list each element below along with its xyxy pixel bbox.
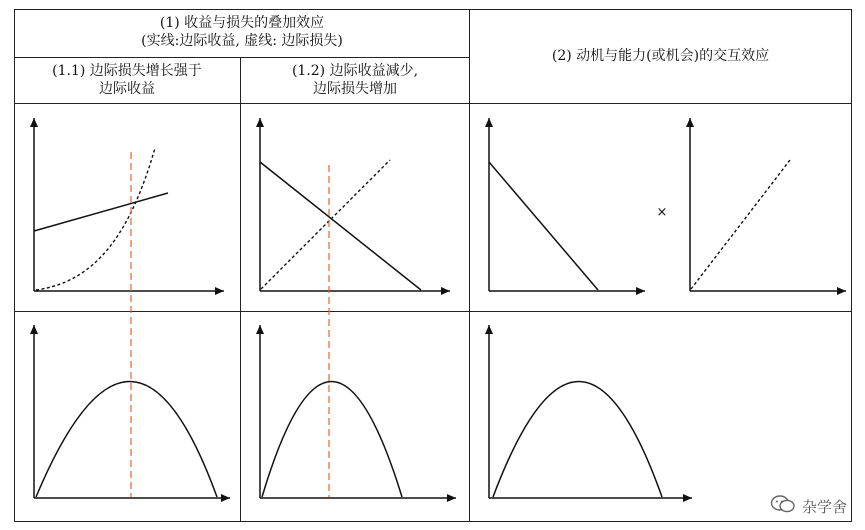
- net-effect-curve: [36, 382, 217, 498]
- panel-1-1-bottom: [34, 325, 230, 498]
- panel-2-top-left: [489, 118, 645, 291]
- ability-line: [691, 160, 790, 289]
- panel-2-top-right: [690, 118, 846, 291]
- wechat-chat-icon: [770, 494, 796, 518]
- interaction-effect-curve: [493, 382, 662, 498]
- col2-title-text: (2) 动机与能力(或机会)的交互效应: [551, 48, 770, 64]
- watermark: [770, 494, 847, 518]
- marginal-loss-curve: [36, 148, 155, 290]
- panel-1-2-top: [260, 118, 450, 291]
- sub2-title-line1: (1.2) 边际收益减少,: [291, 63, 419, 79]
- sub1-title-line2: 边际收益: [99, 81, 155, 97]
- panel-2-bottom: [489, 325, 692, 498]
- marginal-loss-line: [261, 160, 390, 289]
- marginal-benefit-line: [34, 193, 168, 231]
- marginal-benefit-line: [260, 162, 421, 290]
- net-effect-curve: [262, 382, 402, 498]
- sub1-title-line1: (1.1) 边际损失增长强于: [52, 63, 202, 79]
- panel-1-2-bottom: [260, 325, 456, 498]
- multiply-symbol: ×: [656, 205, 668, 220]
- col1-title-line1: (1) 收益与损失的叠加效应: [159, 15, 325, 31]
- watermark-text: 杂学舍: [801, 497, 847, 516]
- col1-title-line2: (实线:边际收益, 虚线: 边际损失): [141, 33, 343, 49]
- motivation-line: [489, 162, 598, 290]
- sub2-title-line2: 边际损失增加: [313, 81, 397, 97]
- panel-1-1-top: [34, 118, 224, 291]
